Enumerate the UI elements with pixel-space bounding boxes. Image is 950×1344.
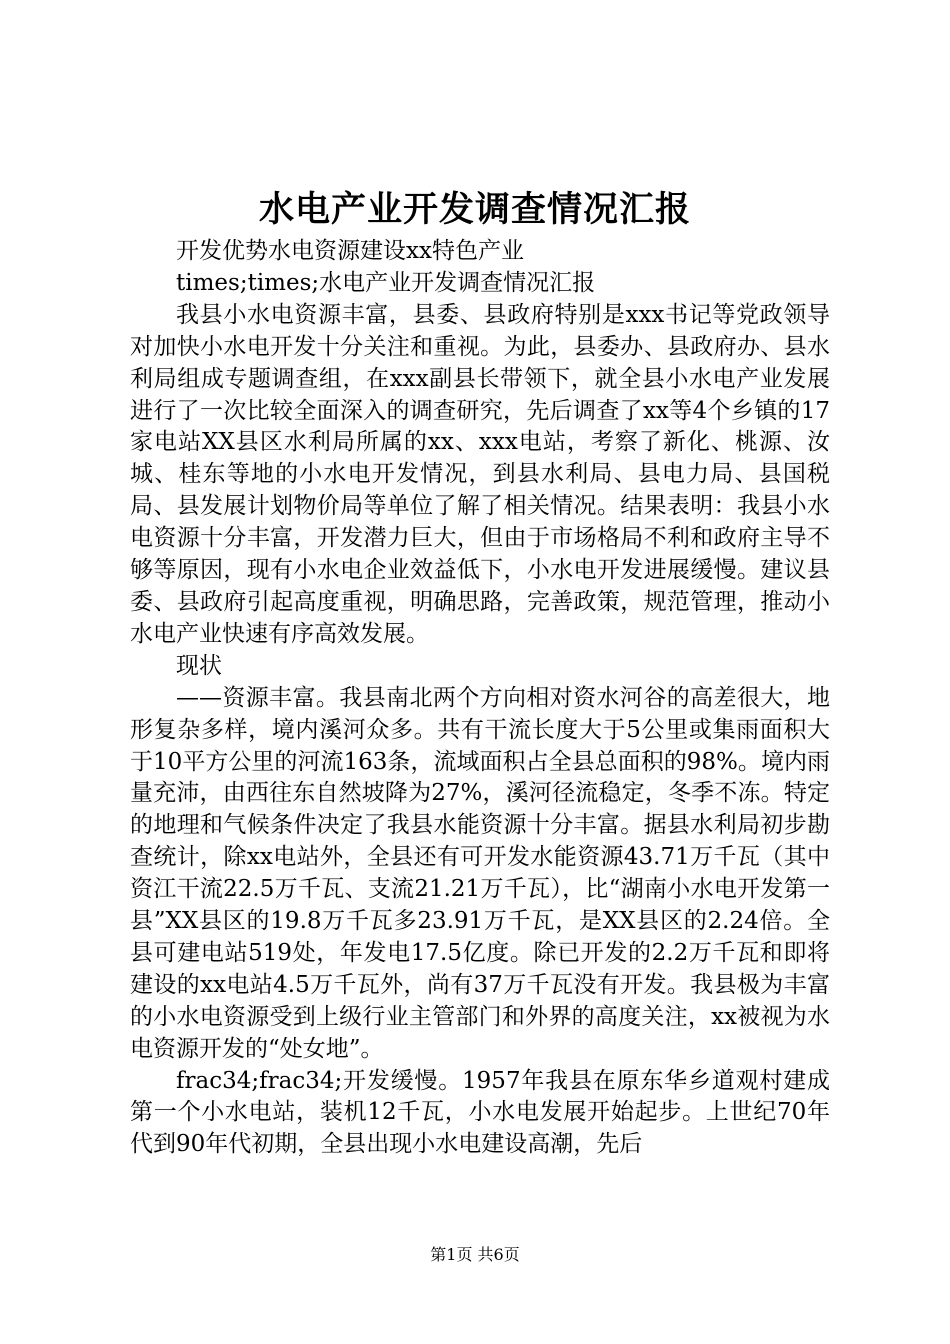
section-heading-status: 现状 bbox=[176, 652, 222, 679]
paragraph-intro: 我县小水电资源丰富，县委、县政府特别是xxx书记等党政领导对加快小水电开发十分关注和重视。为此，县委办、县政府办、县水利局组成专题调查组，在xxx副县长带领下，就全县小水电产业发展进行了一次比较全面深入的调查研究，先后调查了xx等4个乡镇的17家电站XX县区水利局所属的xx、xxx电站，考察了新化、桃源、汝城、桂东等地的小水电开发情况，到县水利局、县电力局、县国税局、县发展计划物价局等单位了解了相关情况。结果表明：我县小水电资源十分丰富，开发潜力巨大，但由于市场格局不利和政府主导不够等原因，现有小水电企业效益低下，小水电开发进展缓慢。建议县委、县政府引起高度重视，明确思路，完善政策，规范管理，推动小水电产业快速有序高效发展。 bbox=[130, 301, 830, 647]
page-footer: 第1页 共6页 bbox=[430, 1245, 520, 1264]
document-title: 水电产业开发调查情况汇报 bbox=[258, 189, 691, 230]
document-body bbox=[130, 236, 830, 1161]
paragraph-heading: times;times;水电产业开发调查情况汇报 bbox=[176, 269, 596, 296]
paragraph-development: frac34;frac34;开发缓慢。1957年我县在原东华乡道观村建成第一个小水电站，装机12千瓦，小水电发展开始起步。上世纪70年代到90年代初期，全县出现小水电建设高潮，先后 bbox=[130, 1067, 830, 1158]
paragraph-subtitle: 开发优势水电资源建设xx特色产业 bbox=[176, 238, 524, 264]
paragraph-resources: ——资源丰富。我县南北两个方向相对资水河谷的高差很大，地形复杂多样，境内溪河众多。共有干流长度大于5公里或集雨面积大于10平方公里的河流163条，流域面积占全县总面积的98%。境内雨量充沛，由西往东自然坡降为27%，溪河径流稳定，冬季不冻。特定的地理和气候条件决定了我县水能资源十分丰富。据县水利局初步勘查统计，除xx电站外，全县还有可开发水能资源43.71万千瓦（其中资江干流22.5万千瓦、支流21.21万千瓦），比“湖南小水电开发第一县”XX县区的19.8万千瓦多23.91万千瓦，是XX县区的2.24倍。全县可建电站519处，年发电17.5亿度。除已开发的2.2万千瓦和即将建设的xx电站4.5万千瓦外，尚有37万千瓦没有开发。我县极为丰富的小水电资源受到上级行业主管部门和外界的高度关注，xx被视为水电资源开发的“处女地”。 bbox=[130, 684, 830, 1062]
